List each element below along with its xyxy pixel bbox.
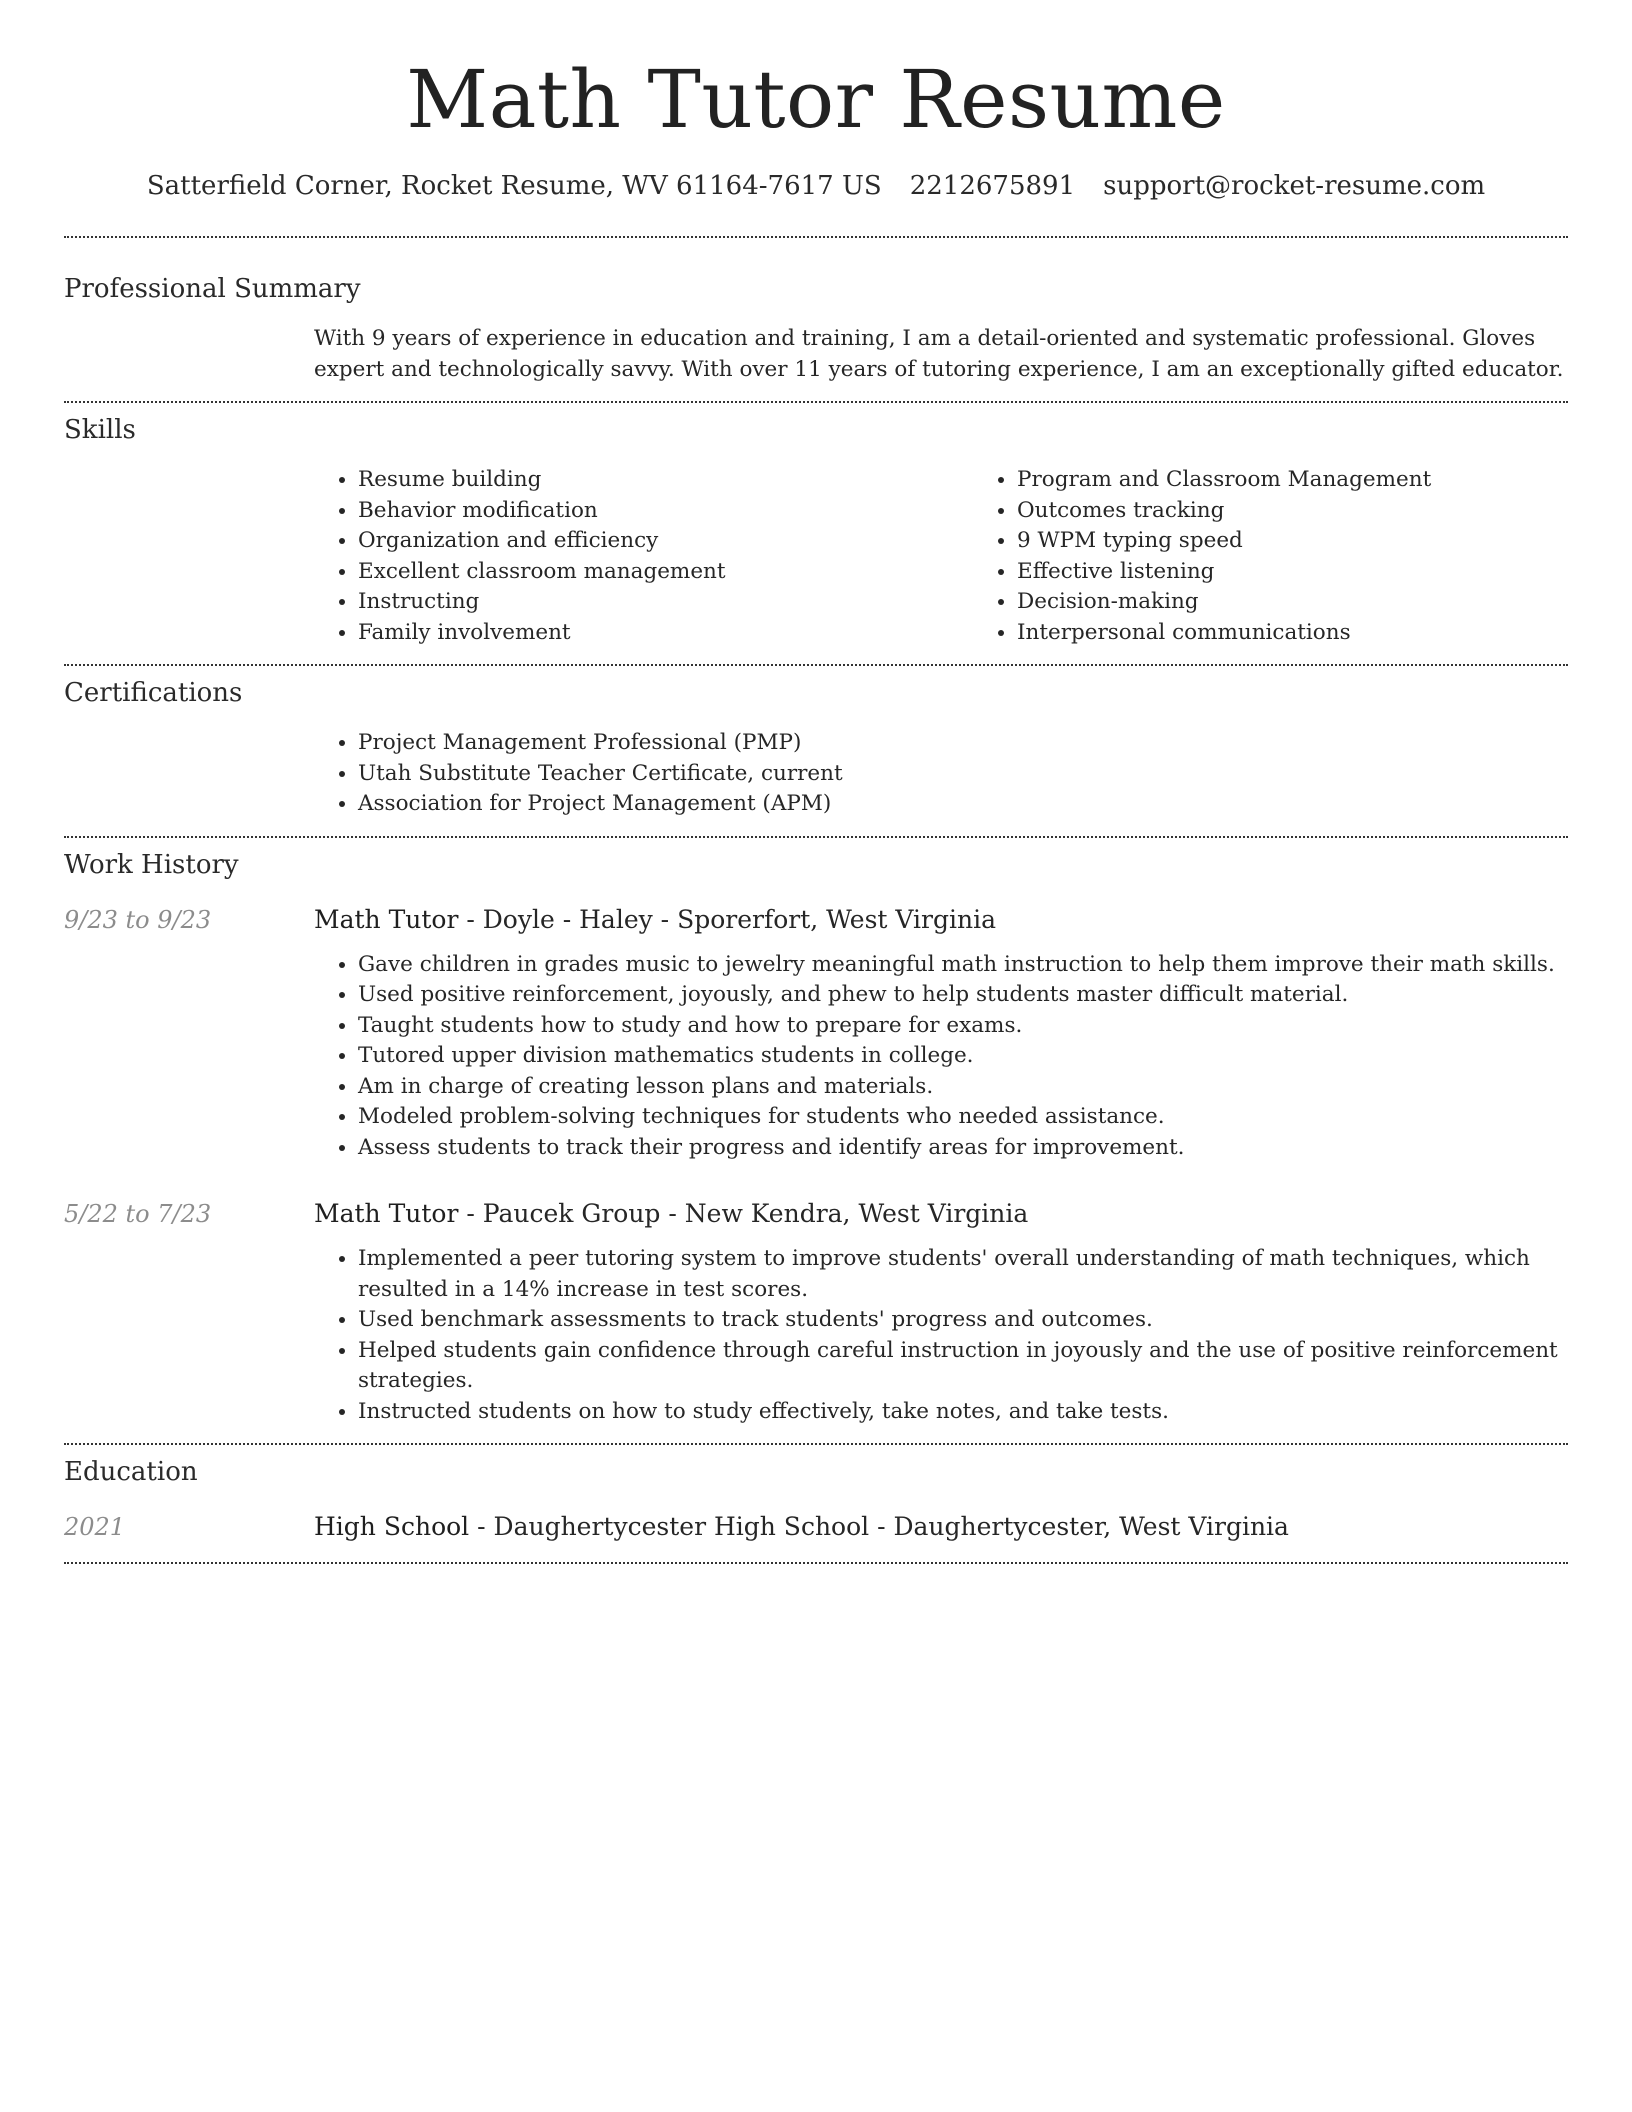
job-employer-location: - Paucek Group - New Kendra, West Virginia bbox=[458, 1199, 1029, 1228]
job-bullet: • Used benchmark assessments to track students' progress and outcomes. bbox=[358, 1305, 1568, 1336]
education-school-location: - Daughertycester High School - Daughertycester, West Virginia bbox=[469, 1512, 1289, 1541]
work-history-section bbox=[64, 838, 1568, 1428]
skill-item: • Resume building bbox=[358, 465, 973, 496]
skill-item: • Instructing bbox=[358, 587, 973, 618]
education-entry bbox=[64, 1510, 1568, 1544]
section-heading-certifications: Certifications bbox=[64, 678, 243, 708]
section-heading-skills: Skills bbox=[64, 415, 136, 445]
skill-item: • Excellent classroom management bbox=[358, 557, 973, 588]
resume-title: Math Tutor Resume bbox=[406, 53, 1226, 146]
certification-item: • Utah Substitute Teacher Certificate, current bbox=[358, 759, 1568, 790]
contact-phone: 2212675891 bbox=[909, 171, 1076, 201]
skill-item: • Organization and efficiency bbox=[358, 526, 973, 557]
skill-item: • Family involvement bbox=[358, 618, 973, 649]
job-title: Math Tutor bbox=[314, 904, 459, 934]
skills-list-left bbox=[314, 465, 973, 648]
job-bullet: • Assess students to track their progress and identify areas for improvement. bbox=[358, 1133, 1568, 1164]
skill-item: • Outcomes tracking bbox=[1017, 496, 1632, 527]
job-bullet: • Taught students how to study and how to prepare for exams. bbox=[358, 1011, 1568, 1042]
job-bullet: • Tutored upper division mathematics students in college. bbox=[358, 1041, 1568, 1072]
job-bullet: • Gave children in grades music to jewelry meaningful math instruction to help them improve their math skills. bbox=[358, 950, 1568, 981]
education-heading bbox=[314, 1510, 1568, 1544]
job-bullet: • Implemented a peer tutoring system to improve students' overall understanding of math techniques, which resulted in a 14% increase in test scores. bbox=[358, 1244, 1568, 1305]
skill-item: • Behavior modification bbox=[358, 496, 973, 527]
contact-email: support@rocket-resume.com bbox=[1103, 171, 1486, 201]
job-heading bbox=[314, 1197, 1568, 1231]
certification-item: • Association for Project Management (APM) bbox=[358, 789, 1568, 820]
job-bullet: • Used positive reinforcement, joyously, and phew to help students master difficult material. bbox=[358, 980, 1568, 1011]
skills-list-right bbox=[973, 465, 1632, 648]
certifications-section bbox=[64, 666, 1568, 820]
section-heading-work: Work History bbox=[64, 849, 239, 880]
job-dates: 9/23 to 9/23 bbox=[64, 905, 212, 934]
summary-text: With 9 years of experience in education and training, I am a detail-oriented and systematic professional. Gloves expert and technologically savvy. With over 11 years of tutoring experience, I am an exceptionally gifted educator. bbox=[314, 326, 1564, 382]
divider bbox=[64, 1562, 1568, 1564]
job-bullets bbox=[314, 950, 1568, 1164]
contact-address: Satterfield Corner, Rocket Resume, WV 61164-7617 US bbox=[146, 171, 882, 201]
skill-item: • Program and Classroom Management bbox=[1017, 465, 1632, 496]
skill-item: • 9 WPM typing speed bbox=[1017, 526, 1632, 557]
resume-page bbox=[64, 0, 1568, 1564]
section-heading-education: Education bbox=[64, 1457, 198, 1487]
job-bullet: • Am in charge of creating lesson plans and materials. bbox=[358, 1072, 1568, 1103]
contact-line bbox=[64, 168, 1568, 204]
job-bullet: • Instructed students on how to study effectively, take notes, and take tests. bbox=[358, 1397, 1568, 1428]
certifications-list bbox=[314, 728, 1568, 820]
skill-item: • Decision-making bbox=[1017, 587, 1632, 618]
job-employer-location: - Doyle - Haley - Sporerfort, West Virginia bbox=[458, 904, 996, 934]
education-year: 2021 bbox=[64, 1513, 126, 1541]
job-bullet: • Modeled problem-solving techniques for students who needed assistance. bbox=[358, 1102, 1568, 1133]
section-heading-summary: Professional Summary bbox=[64, 274, 361, 304]
education-section bbox=[64, 1445, 1568, 1544]
skill-item: • Effective listening bbox=[1017, 557, 1632, 588]
certification-item: • Project Management Professional (PMP) bbox=[358, 728, 1568, 759]
job-heading bbox=[314, 903, 1568, 937]
job-bullet: • Helped students gain confidence through careful instruction in joyously and the use of positive reinforcement strategies. bbox=[358, 1336, 1568, 1397]
summary-section bbox=[64, 238, 1568, 385]
skill-item: • Interpersonal communications bbox=[1017, 618, 1632, 649]
skills-section bbox=[64, 403, 1568, 648]
job-entry bbox=[64, 1197, 1568, 1427]
job-dates: 5/22 to 7/23 bbox=[64, 1200, 212, 1228]
education-degree: High School bbox=[314, 1512, 470, 1541]
job-title: Math Tutor bbox=[314, 1199, 459, 1228]
job-entry bbox=[64, 903, 1568, 1164]
job-bullets bbox=[314, 1244, 1568, 1427]
